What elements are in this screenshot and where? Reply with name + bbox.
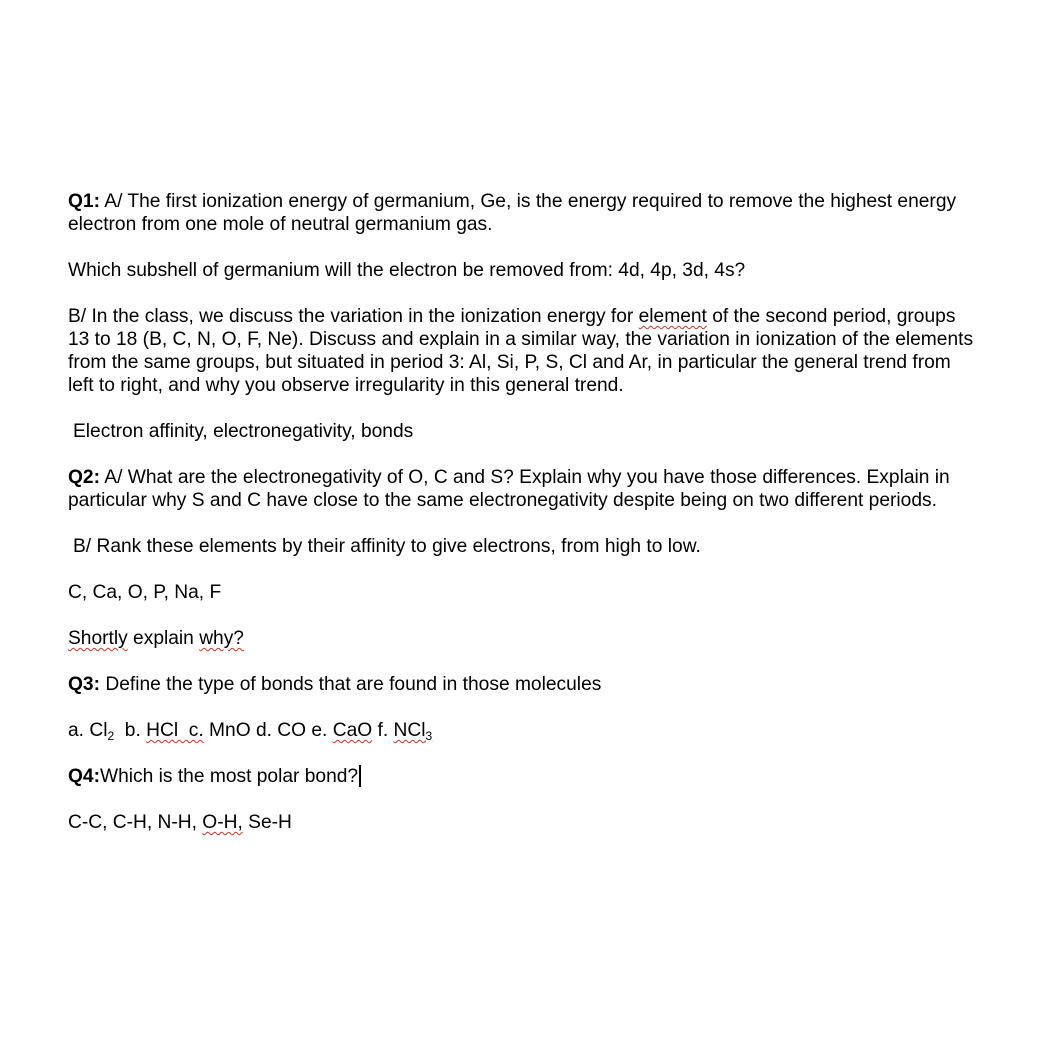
spellcheck-flag-shortly[interactable]: Shortly bbox=[68, 628, 128, 649]
molecule-a: a. Cl bbox=[68, 720, 108, 741]
q2-elements[interactable]: C, Ca, O, P, Na, F bbox=[68, 582, 222, 603]
q2-part-a-text: A/ What are the electronegativity of O, C and S? Explain why you have those differences. Explain in particular why S and C have close to the same electronegativity despite being on two different periods. bbox=[68, 467, 950, 511]
q3-molecules[interactable] bbox=[68, 719, 978, 742]
spellcheck-flag-cao[interactable]: CaO bbox=[332, 720, 373, 741]
molecule-b-prefix: b. bbox=[114, 720, 147, 741]
q1-part-a-text: A/ The first ionization energy of germanium, Ge, is the energy required to remove the highest energy electron from one mole of neutral germanium gas. bbox=[68, 191, 957, 235]
molecule-c-d: MnO d. CO e. bbox=[203, 720, 333, 741]
text-cursor bbox=[359, 765, 361, 787]
q3-question[interactable] bbox=[68, 673, 978, 696]
q1-part-b[interactable] bbox=[68, 305, 978, 397]
q1-subshell-question[interactable]: Which subshell of germanium will the electron be removed from: 4d, 4p, 3d, 4s? bbox=[68, 260, 746, 281]
q4-options[interactable] bbox=[68, 811, 978, 834]
spellcheck-flag-ncl3[interactable] bbox=[394, 720, 433, 741]
q3-question-text: Define the type of bonds that are found in those molecules bbox=[100, 674, 602, 695]
q4-options-text-2: Se-H bbox=[242, 812, 292, 833]
q4-options-text-1: C-C, C-H, N-H, bbox=[68, 812, 203, 833]
spellcheck-flag-element[interactable]: element bbox=[638, 306, 707, 327]
q4-question-text: Which is the most polar bond? bbox=[100, 766, 359, 787]
spellcheck-flag-oh[interactable]: O-H, bbox=[202, 812, 243, 833]
molecule-a-subscript: 2 bbox=[107, 729, 115, 743]
q2-label: Q2: bbox=[68, 467, 100, 488]
q1-part-a[interactable] bbox=[68, 190, 978, 236]
q2-part-a[interactable] bbox=[68, 466, 978, 512]
q2-explain[interactable] bbox=[68, 627, 978, 650]
molecule-f-subscript: 3 bbox=[425, 729, 433, 743]
section-heading[interactable]: Electron affinity, electronegativity, bonds bbox=[73, 421, 414, 442]
q2-part-b[interactable]: B/ Rank these elements by their affinity to give electrons, from high to low. bbox=[73, 536, 701, 557]
q4-question[interactable] bbox=[68, 765, 978, 788]
molecule-f-prefix: f. bbox=[372, 720, 394, 741]
q1-label: Q1: bbox=[68, 191, 100, 212]
document-body bbox=[68, 190, 978, 857]
spellcheck-flag-why[interactable]: why? bbox=[199, 628, 244, 649]
molecule-f: NCl bbox=[393, 720, 426, 741]
q2-explain-text: explain bbox=[127, 628, 200, 649]
q4-label: Q4: bbox=[68, 766, 100, 787]
q1-part-b-text-2: of the second period, groups 13 to 18 (B, C, N, O, F, Ne). Discuss and explain in a similar way, the variation in ionization of the elements from the same groups, but situated in period 3: Al, Si, P, S, Cl and Ar, in particular the general trend from left to right, and why you observe irregularity in this general trend. bbox=[68, 306, 974, 396]
q3-label: Q3: bbox=[68, 674, 100, 695]
q1-part-b-text-1: B/ In the class, we discuss the variation in the ionization energy for bbox=[68, 306, 639, 327]
spellcheck-flag-hcl[interactable]: HCl c. bbox=[146, 720, 204, 741]
